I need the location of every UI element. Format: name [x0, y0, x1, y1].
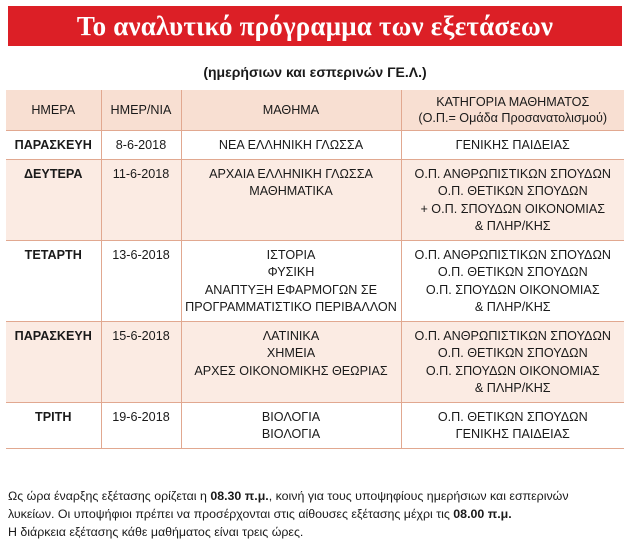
subject-line: ΑΡΧΕΣ ΟΙΚΟΝΟΜΙΚΗΣ ΘΕΩΡΙΑΣ [194, 363, 388, 378]
category-line: ΓΕΝΙΚΗΣ ΠΑΙΔΕΙΑΣ [455, 427, 570, 441]
category-line: Ο.Π. ΑΝΘΡΩΠΙΣΤΙΚΩΝ ΣΠΟΥΔΩΝ [414, 328, 611, 343]
header-category-title: ΚΑΤΗΓΟΡΙΑ ΜΑΘΗΜΑΤΟΣ [436, 95, 590, 109]
table-row [6, 131, 624, 160]
cell-date: 19-6-2018 [101, 402, 181, 448]
subject-line: ΦΥΣΙΚΗ [267, 265, 315, 279]
start-time: 08.30 π.μ. [210, 489, 269, 503]
cell-day: ΤΕΤΑΡΤΗ [6, 240, 101, 321]
category-line: Ο.Π. ΘΕΤΙΚΩΝ ΣΠΟΥΔΩΝ [437, 346, 588, 360]
subject-line: ΙΣΤΟΡΙΑ [266, 247, 316, 262]
page-subtitle: (ημερήσιων και εσπερινών ΓΕ.Λ.) [203, 64, 427, 80]
table-row [6, 240, 624, 321]
category-line: & ΠΛΗΡ/ΚΗΣ [474, 219, 551, 233]
cell-subjects [181, 240, 401, 321]
table-row [6, 321, 624, 402]
cell-date: 8-6-2018 [101, 131, 181, 160]
note-line-2 [8, 505, 628, 523]
header-category-note: (Ο.Π.= Ομάδα Προσανατολισμού) [418, 111, 608, 125]
category-line: & ΠΛΗΡ/ΚΗΣ [474, 381, 551, 395]
cell-day: ΤΡΙΤΗ [6, 402, 101, 448]
cell-subjects [181, 402, 401, 448]
category-line: Ο.Π. ΑΝΘΡΩΠΙΣΤΙΚΩΝ ΣΠΟΥΔΩΝ [414, 247, 611, 262]
cell-day: ΔΕΥΤΕΡΑ [6, 159, 101, 240]
category-line: Ο.Π. ΘΕΤΙΚΩΝ ΣΠΟΥΔΩΝ [437, 265, 588, 279]
category-line: & ΠΛΗΡ/ΚΗΣ [474, 300, 551, 314]
note-line-1 [8, 487, 628, 505]
cell-categories [401, 321, 624, 402]
cell-date: 15-6-2018 [101, 321, 181, 402]
note-line-1-end: , κοινή για τους υποψηφίους ημερήσιων και εσπερινών [268, 489, 569, 503]
cell-categories [401, 131, 624, 160]
title-banner [8, 6, 622, 46]
category-line: Ο.Π. ΣΠΟΥΔΩΝ ΟΙΚΟΝΟΜΙΑΣ [425, 363, 600, 378]
header-date: ΗΜΕΡ/ΝΙΑ [101, 90, 181, 131]
subject-line: ΜΑΘΗΜΑΤΙΚΑ [249, 184, 333, 198]
subject-line: ΠΡΟΓΡΑΜΜΑΤΙΣΤΙΚΟ ΠΕΡΙΒΑΛΛΟΝ [185, 300, 397, 314]
note-line-1-start: Ως ώρα έναρξης εξέτασης ορίζεται η [8, 489, 211, 503]
cell-categories [401, 159, 624, 240]
header-day: ΗΜΕΡΑ [6, 90, 101, 131]
subject-line: ΒΙΟΛΟΓΙΑ [261, 409, 321, 424]
cell-day: ΠΑΡΑΣΚΕΥΗ [6, 321, 101, 402]
note-line-3: Η διάρκεια εξέτασης κάθε μαθήματος είναι τρεις ώρες. [8, 525, 304, 539]
subject-line: ΝΕΑ ΕΛΛΗΝΙΚΗ ΓΛΩΣΣΑ [218, 138, 364, 152]
cell-date: 11-6-2018 [101, 159, 181, 240]
subject-line: ΒΙΟΛΟΓΙΑ [261, 427, 321, 441]
header-subject: ΜΑΘΗΜΑ [181, 90, 401, 131]
note-line-2-text: λυκείων. Οι υποψήφιοι πρέπει να προσέρχονται στις αίθουσες εξέτασης μέχρι τις [8, 507, 454, 521]
cell-categories [401, 402, 624, 448]
cell-day: ΠΑΡΑΣΚΕΥΗ [6, 131, 101, 160]
subject-line: ΧΗΜΕΙΑ [266, 346, 316, 360]
exam-notes [8, 487, 628, 541]
cell-categories [401, 240, 624, 321]
table-body [6, 131, 624, 449]
subject-line: ΑΝΑΠΤΥΞΗ ΕΦΑΡΜΟΓΩΝ ΣΕ [204, 282, 378, 297]
exam-schedule-table [6, 90, 624, 449]
cell-subjects [181, 159, 401, 240]
subject-line: ΛΑΤΙΝΙΚΑ [262, 328, 320, 343]
header-category [401, 90, 624, 131]
cell-subjects [181, 131, 401, 160]
category-line: Ο.Π. ΑΝΘΡΩΠΙΣΤΙΚΩΝ ΣΠΟΥΔΩΝ [414, 166, 611, 181]
cell-subjects [181, 321, 401, 402]
category-line: Ο.Π. ΘΕΤΙΚΩΝ ΣΠΟΥΔΩΝ [437, 184, 588, 198]
category-line: Ο.Π. ΣΠΟΥΔΩΝ ΟΙΚΟΝΟΜΙΑΣ [425, 282, 600, 297]
category-line: Ο.Π. ΘΕΤΙΚΩΝ ΣΠΟΥΔΩΝ [437, 409, 588, 424]
table-header-row [6, 90, 624, 131]
category-line: + Ο.Π. ΣΠΟΥΔΩΝ ΟΙΚΟΝΟΜΙΑΣ [420, 201, 606, 216]
table-row [6, 402, 624, 448]
page-title: Το αναλυτικό πρόγραμμα των εξετάσεων [76, 10, 554, 41]
cell-date: 13-6-2018 [101, 240, 181, 321]
table-row [6, 159, 624, 240]
subject-line: ΑΡΧΑΙΑ ΕΛΛΗΝΙΚΗ ΓΛΩΣΣΑ [209, 166, 373, 181]
category-line: ΓΕΝΙΚΗΣ ΠΑΙΔΕΙΑΣ [455, 138, 570, 152]
arrival-time: 08.00 π.μ. [453, 507, 512, 521]
